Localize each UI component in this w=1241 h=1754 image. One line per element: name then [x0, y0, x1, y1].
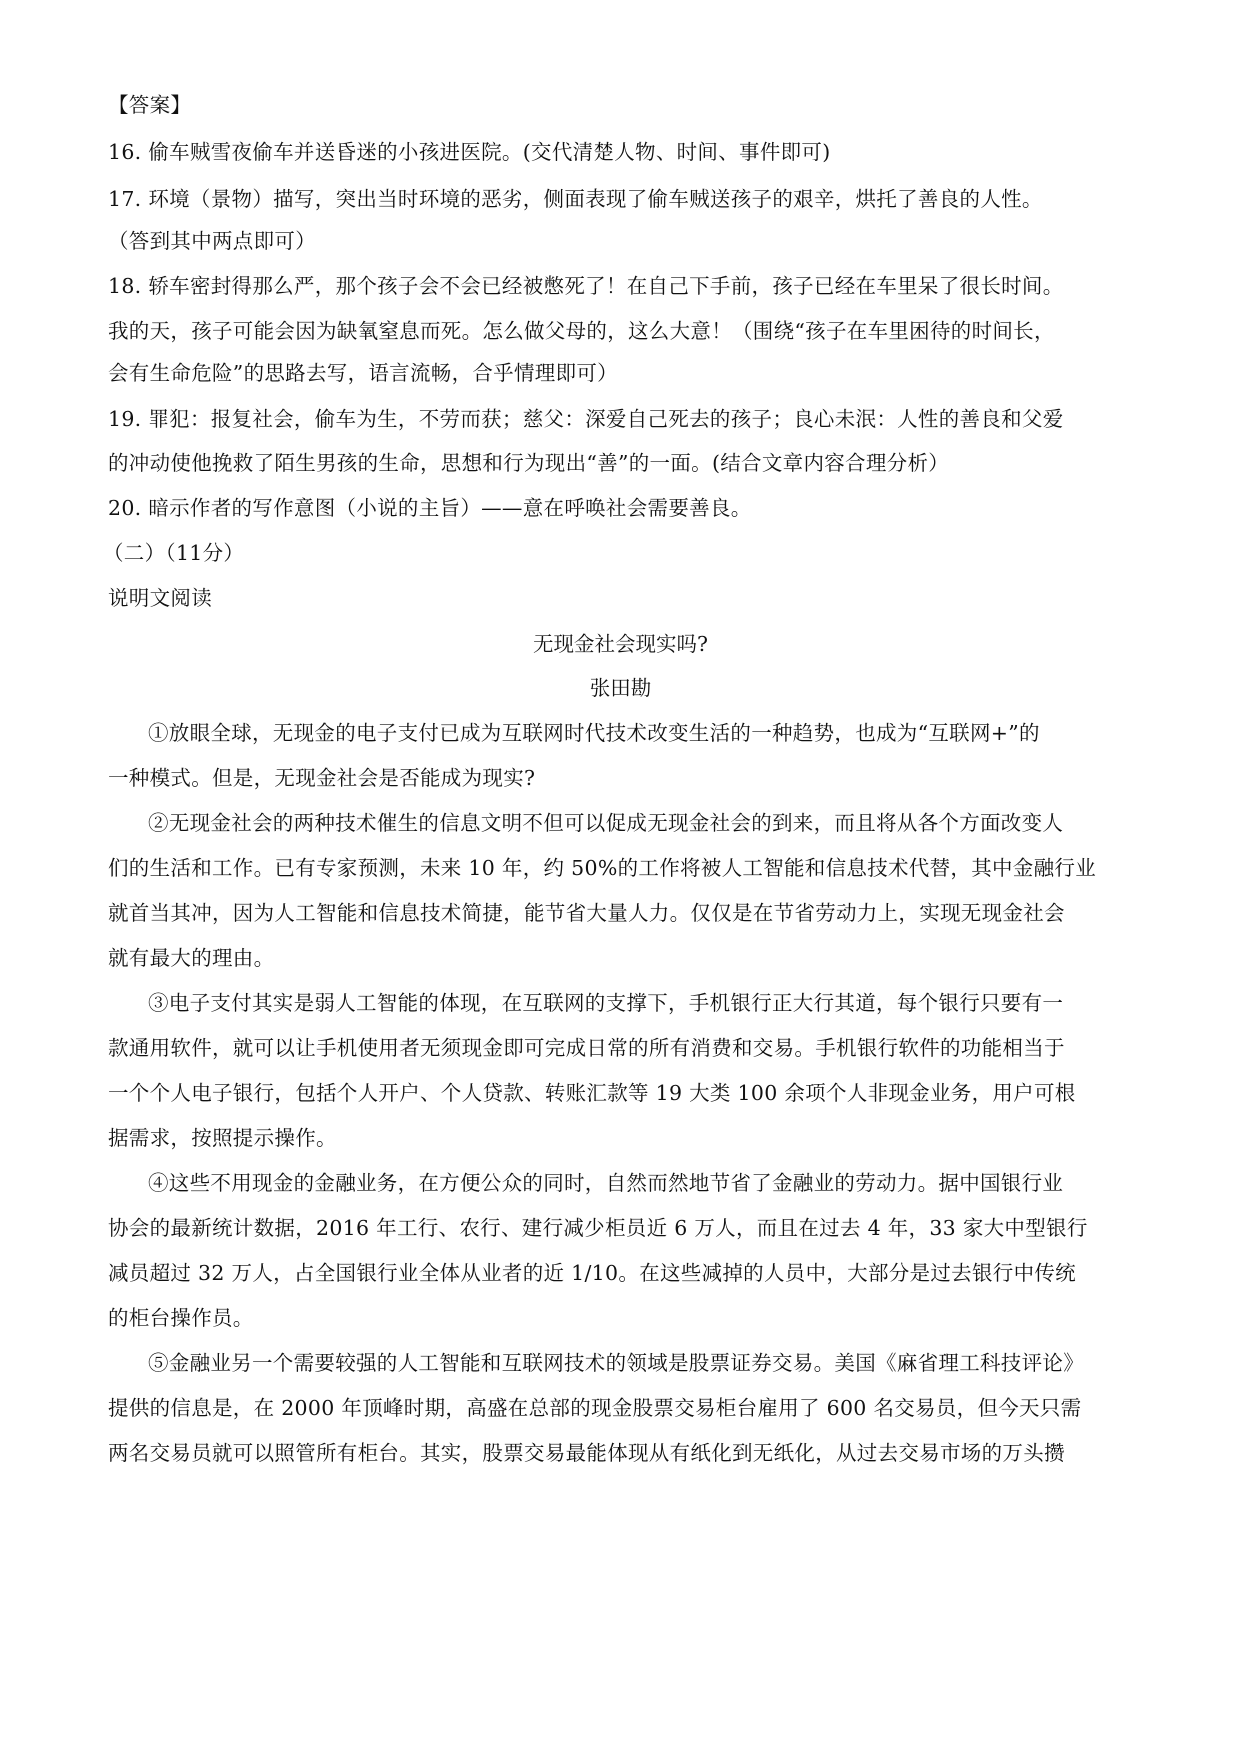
paragraph-1-line-1: ①放眼全球，无现金的电子支付已成为互联网时代技术改变生活的一种趋势，也成为“互联网+”的 — [148, 721, 1040, 745]
answer-header: 【答案】 — [108, 93, 192, 117]
answer-19-line-2: 的冲动使他挽救了陌生男孩的生命，思想和行为现出“善”的一面。(结合文章内容合理分析） — [108, 451, 950, 475]
paragraph-5-line-1: ⑤金融业另一个需要较强的人工智能和互联网技术的领域是股票证券交易。美国《麻省理工科技评论》 — [148, 1351, 1084, 1375]
paragraph-3-line-2: 款通用软件，就可以让手机使用者无须现金即可完成日常的所有消费和交易。手机银行软件的功能相当于 — [108, 1036, 1065, 1060]
paragraph-4-line-3: 减员超过 32 万人，占全国银行业全体从业者的近 1/10。在这些减掉的人员中，大部分是过去银行中传统 — [108, 1261, 1076, 1285]
answer-16: 16. 偷车贼雪夜偷车并送昏迷的小孩进医院。(交代清楚人物、时间、事件即可) — [108, 140, 831, 164]
article-title: 无现金社会现实吗? — [533, 632, 708, 656]
answer-18-line-1: 18. 轿车密封得那么严，那个孩子会不会已经被憋死了！在自己下手前，孩子已经在车里呆了很长时间。 — [108, 274, 1064, 298]
paragraph-5-line-3: 两名交易员就可以照管所有柜台。其实，股票交易最能体现从有纸化到无纸化，从过去交易市场的万头攒 — [108, 1441, 1065, 1465]
paragraph-3-line-3: 一个个人电子银行，包括个人开户、个人贷款、转账汇款等 19 大类 100 余项个人非现金业务，用户可根 — [108, 1081, 1076, 1105]
paragraph-4-line-2: 协会的最新统计数据，2016 年工行、农行、建行减少柜员近 6 万人，而且在过去 4 年，33 家大中型银行 — [108, 1216, 1088, 1240]
answer-18-line-2: 我的天，孩子可能会因为缺氧窒息而死。怎么做父母的，这么大意！（围绕“孩子在车里困待的时间长， — [108, 319, 1055, 343]
answer-17-line-1: 17. 环境（景物）描写，突出当时环境的恶劣，侧面表现了偷车贼送孩子的艰辛，烘托了善良的人性。 — [108, 187, 1043, 211]
answer-19-line-1: 19. 罪犯：报复社会，偷车为生，不劳而获；慈父：深爱自己死去的孩子；良心未泯：人性的善良和父爱 — [108, 407, 1064, 431]
paragraph-2-line-4: 就有最大的理由。 — [108, 946, 275, 970]
section-heading: （二）（11分） — [103, 541, 245, 565]
answer-18-line-3: 会有生命危险”的思路去写，语言流畅，合乎情理即可） — [108, 361, 618, 385]
paragraph-4-line-1: ④这些不用现金的金融业务，在方便公众的同时，自然而然地节省了金融业的劳动力。据中国银行业 — [148, 1171, 1064, 1195]
paragraph-2-line-1: ②无现金社会的两种技术催生的信息文明不但可以促成无现金社会的到来，而且将从各个方面改变人 — [148, 811, 1064, 835]
paragraph-2-line-3: 就首当其冲，因为人工智能和信息技术简捷，能节省大量人力。仅仅是在节省劳动力上，实现无现金社会 — [108, 901, 1065, 925]
paragraph-4-line-4: 的柜台操作员。 — [108, 1306, 254, 1330]
article-author: 张田勘 — [589, 676, 652, 700]
paragraph-5-line-2: 提供的信息是，在 2000 年顶峰时期，高盛在总部的现金股票交易柜台雇用了 600 名交易员，但今天只需 — [108, 1396, 1082, 1420]
section-type: 说明文阅读 — [108, 586, 212, 610]
answer-17-line-2: （答到其中两点即可） — [108, 229, 316, 253]
paragraph-3-line-1: ③电子支付其实是弱人工智能的体现，在互联网的支撑下，手机银行正大行其道，每个银行只要有一 — [148, 991, 1064, 1015]
paragraph-1-line-2: 一种模式。但是，无现金社会是否能成为现实? — [108, 766, 536, 790]
paragraph-2-line-2: 们的生活和工作。已有专家预测，未来 10 年，约 50%的工作将被人工智能和信息技术代替，其中金融行业 — [108, 856, 1096, 880]
answer-20: 20. 暗示作者的写作意图（小说的主旨）——意在呼唤社会需要善良。 — [108, 496, 752, 520]
paragraph-3-line-4: 据需求，按照提示操作。 — [108, 1126, 337, 1150]
